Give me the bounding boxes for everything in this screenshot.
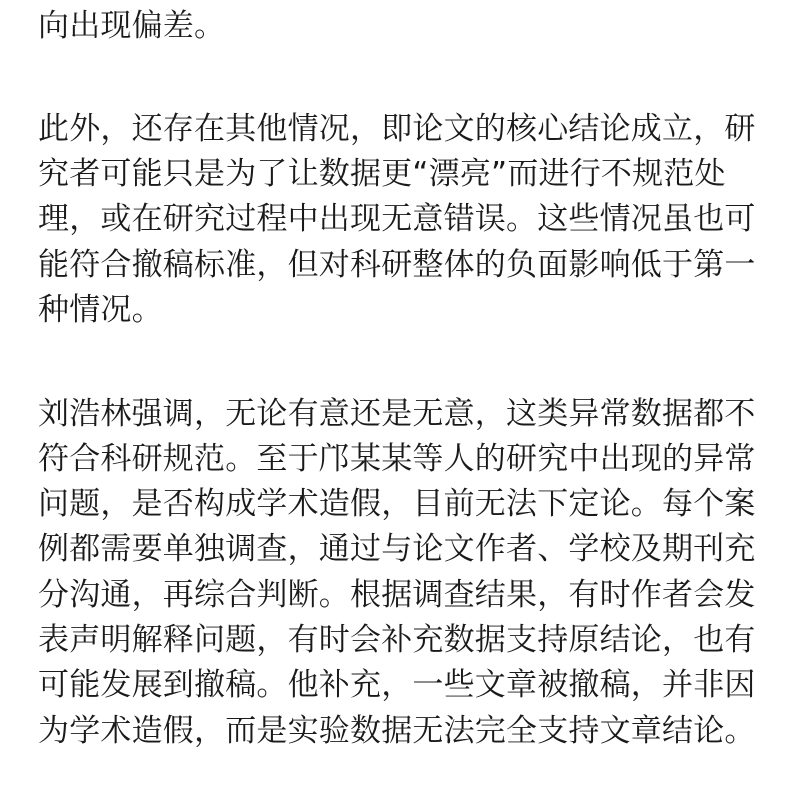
text-line: 能符合撤稿标准，但对科研整体的负面影响低于第一 — [38, 247, 756, 283]
text-line: 究者可能只是为了让数据更“漂亮”而进行不规范处 — [38, 156, 726, 192]
text-line: 问题，是否构成学术造假，目前无法下定论。每个案 — [38, 486, 756, 522]
text-line: 向出现偏差。 — [38, 8, 226, 44]
text-line: 种情况。 — [38, 292, 163, 328]
text-line: 分沟通，再综合判断。根据调查结果，有时作者会发 — [38, 577, 756, 613]
text-line: 刘浩林强调，无论有意还是无意，这类异常数据都不 — [38, 396, 756, 432]
text-line: 例都需要单独调查，通过与论文作者、学校及期刊充 — [38, 531, 756, 567]
text-line: 符合科研规范。至于邝某某等人的研究中出现的异常 — [38, 441, 756, 477]
text-line: 可能发展到撤稿。他补充，一些文章被撤稿，并非因 — [38, 667, 756, 703]
text-line: 表声明解释问题，有时会补充数据支持原结论，也有 — [38, 622, 756, 658]
text-line: 此外，还存在其他情况，即论文的核心结论成立，研 — [38, 111, 756, 147]
text-line: 理，或在研究过程中出现无意错误。这些情况虽也可 — [38, 201, 756, 237]
text-line: 为学术造假，而是实验数据无法完全支持文章结论。 — [38, 713, 756, 749]
